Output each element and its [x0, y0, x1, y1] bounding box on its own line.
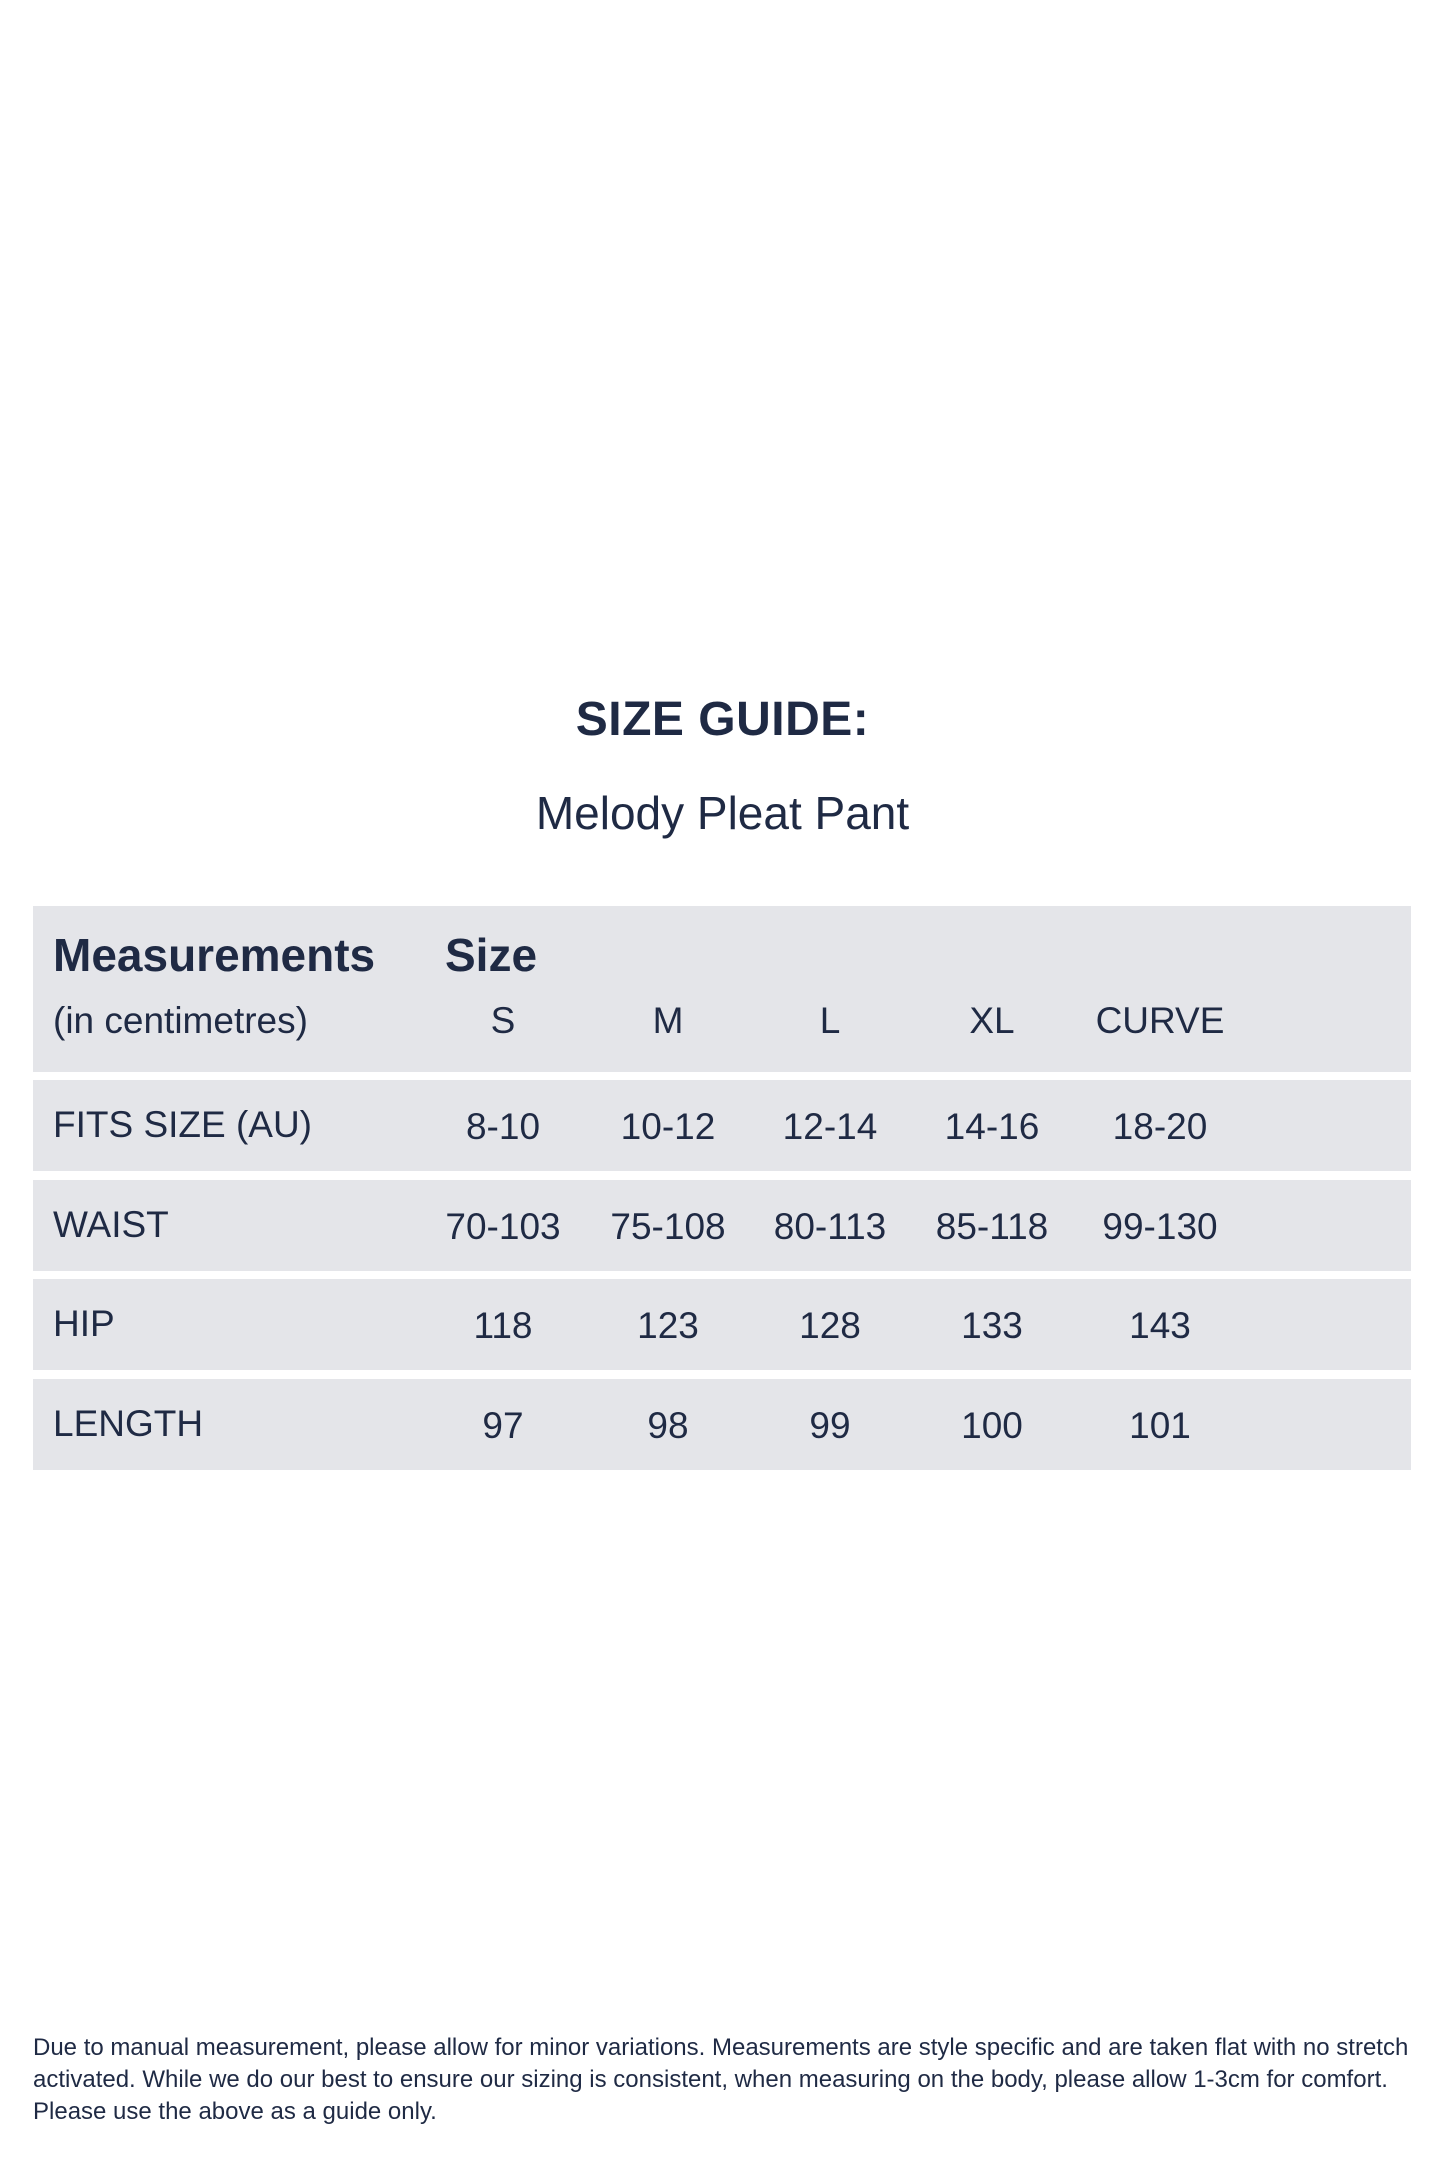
size-header-l: L	[819, 1000, 841, 1041]
row-label: HIP	[53, 1303, 115, 1344]
cell-value: 99-130	[1102, 1206, 1218, 1247]
cell-value: 70-103	[445, 1206, 561, 1247]
row-label: LENGTH	[53, 1403, 204, 1444]
cell-value: 18-20	[1112, 1106, 1208, 1147]
cell-value: 98	[647, 1405, 689, 1446]
cell-value: 80-113	[773, 1206, 887, 1247]
table-row-waist	[33, 1180, 1411, 1271]
cell-value: 8-10	[465, 1106, 541, 1147]
cell-value: 10-12	[620, 1106, 716, 1147]
size-heading: Size	[445, 929, 538, 981]
cell-value: 85-118	[935, 1206, 1049, 1247]
cell-value: 75-108	[610, 1206, 726, 1247]
cell-value: 14-16	[944, 1106, 1040, 1147]
row-label: FITS SIZE (AU)	[53, 1104, 312, 1145]
cell-value: 143	[1129, 1305, 1191, 1346]
cell-value: 100	[961, 1405, 1023, 1446]
cell-value: 101	[1129, 1405, 1191, 1446]
cell-value: 123	[637, 1305, 699, 1346]
table-row-hip	[33, 1279, 1411, 1370]
cell-value: 97	[482, 1405, 524, 1446]
row-label: WAIST	[53, 1204, 169, 1245]
cell-value: 133	[961, 1305, 1023, 1346]
product-name: Melody Pleat Pant	[535, 787, 910, 839]
cell-value: 128	[799, 1305, 861, 1346]
cell-value: 99	[809, 1405, 851, 1446]
size-header-xl: XL	[969, 1000, 1015, 1041]
table-header	[33, 906, 1411, 1072]
size-header-curve: CURVE	[1095, 1000, 1225, 1041]
disclaimer-text: Due to manual measurement, please allow for minor variations. Measurements are style specific and are taken flat with no stretch activated. While we do our best to ensure our sizing is consistent, when measuring on the body, please allow 1-3cm for comfort. Please use the above as a guide only.	[33, 2034, 1409, 2125]
cell-value: 12-14	[782, 1106, 878, 1147]
size-header-m: M	[652, 1000, 684, 1041]
table-row-length	[33, 1379, 1411, 1470]
units-label: (in centimetres)	[53, 1000, 308, 1041]
size-header-s: S	[490, 1000, 516, 1041]
page-title: SIZE GUIDE:	[575, 693, 870, 746]
measurements-heading: Measurements	[53, 929, 376, 981]
cell-value: 118	[473, 1305, 533, 1346]
table-row-fits-size	[33, 1080, 1411, 1171]
